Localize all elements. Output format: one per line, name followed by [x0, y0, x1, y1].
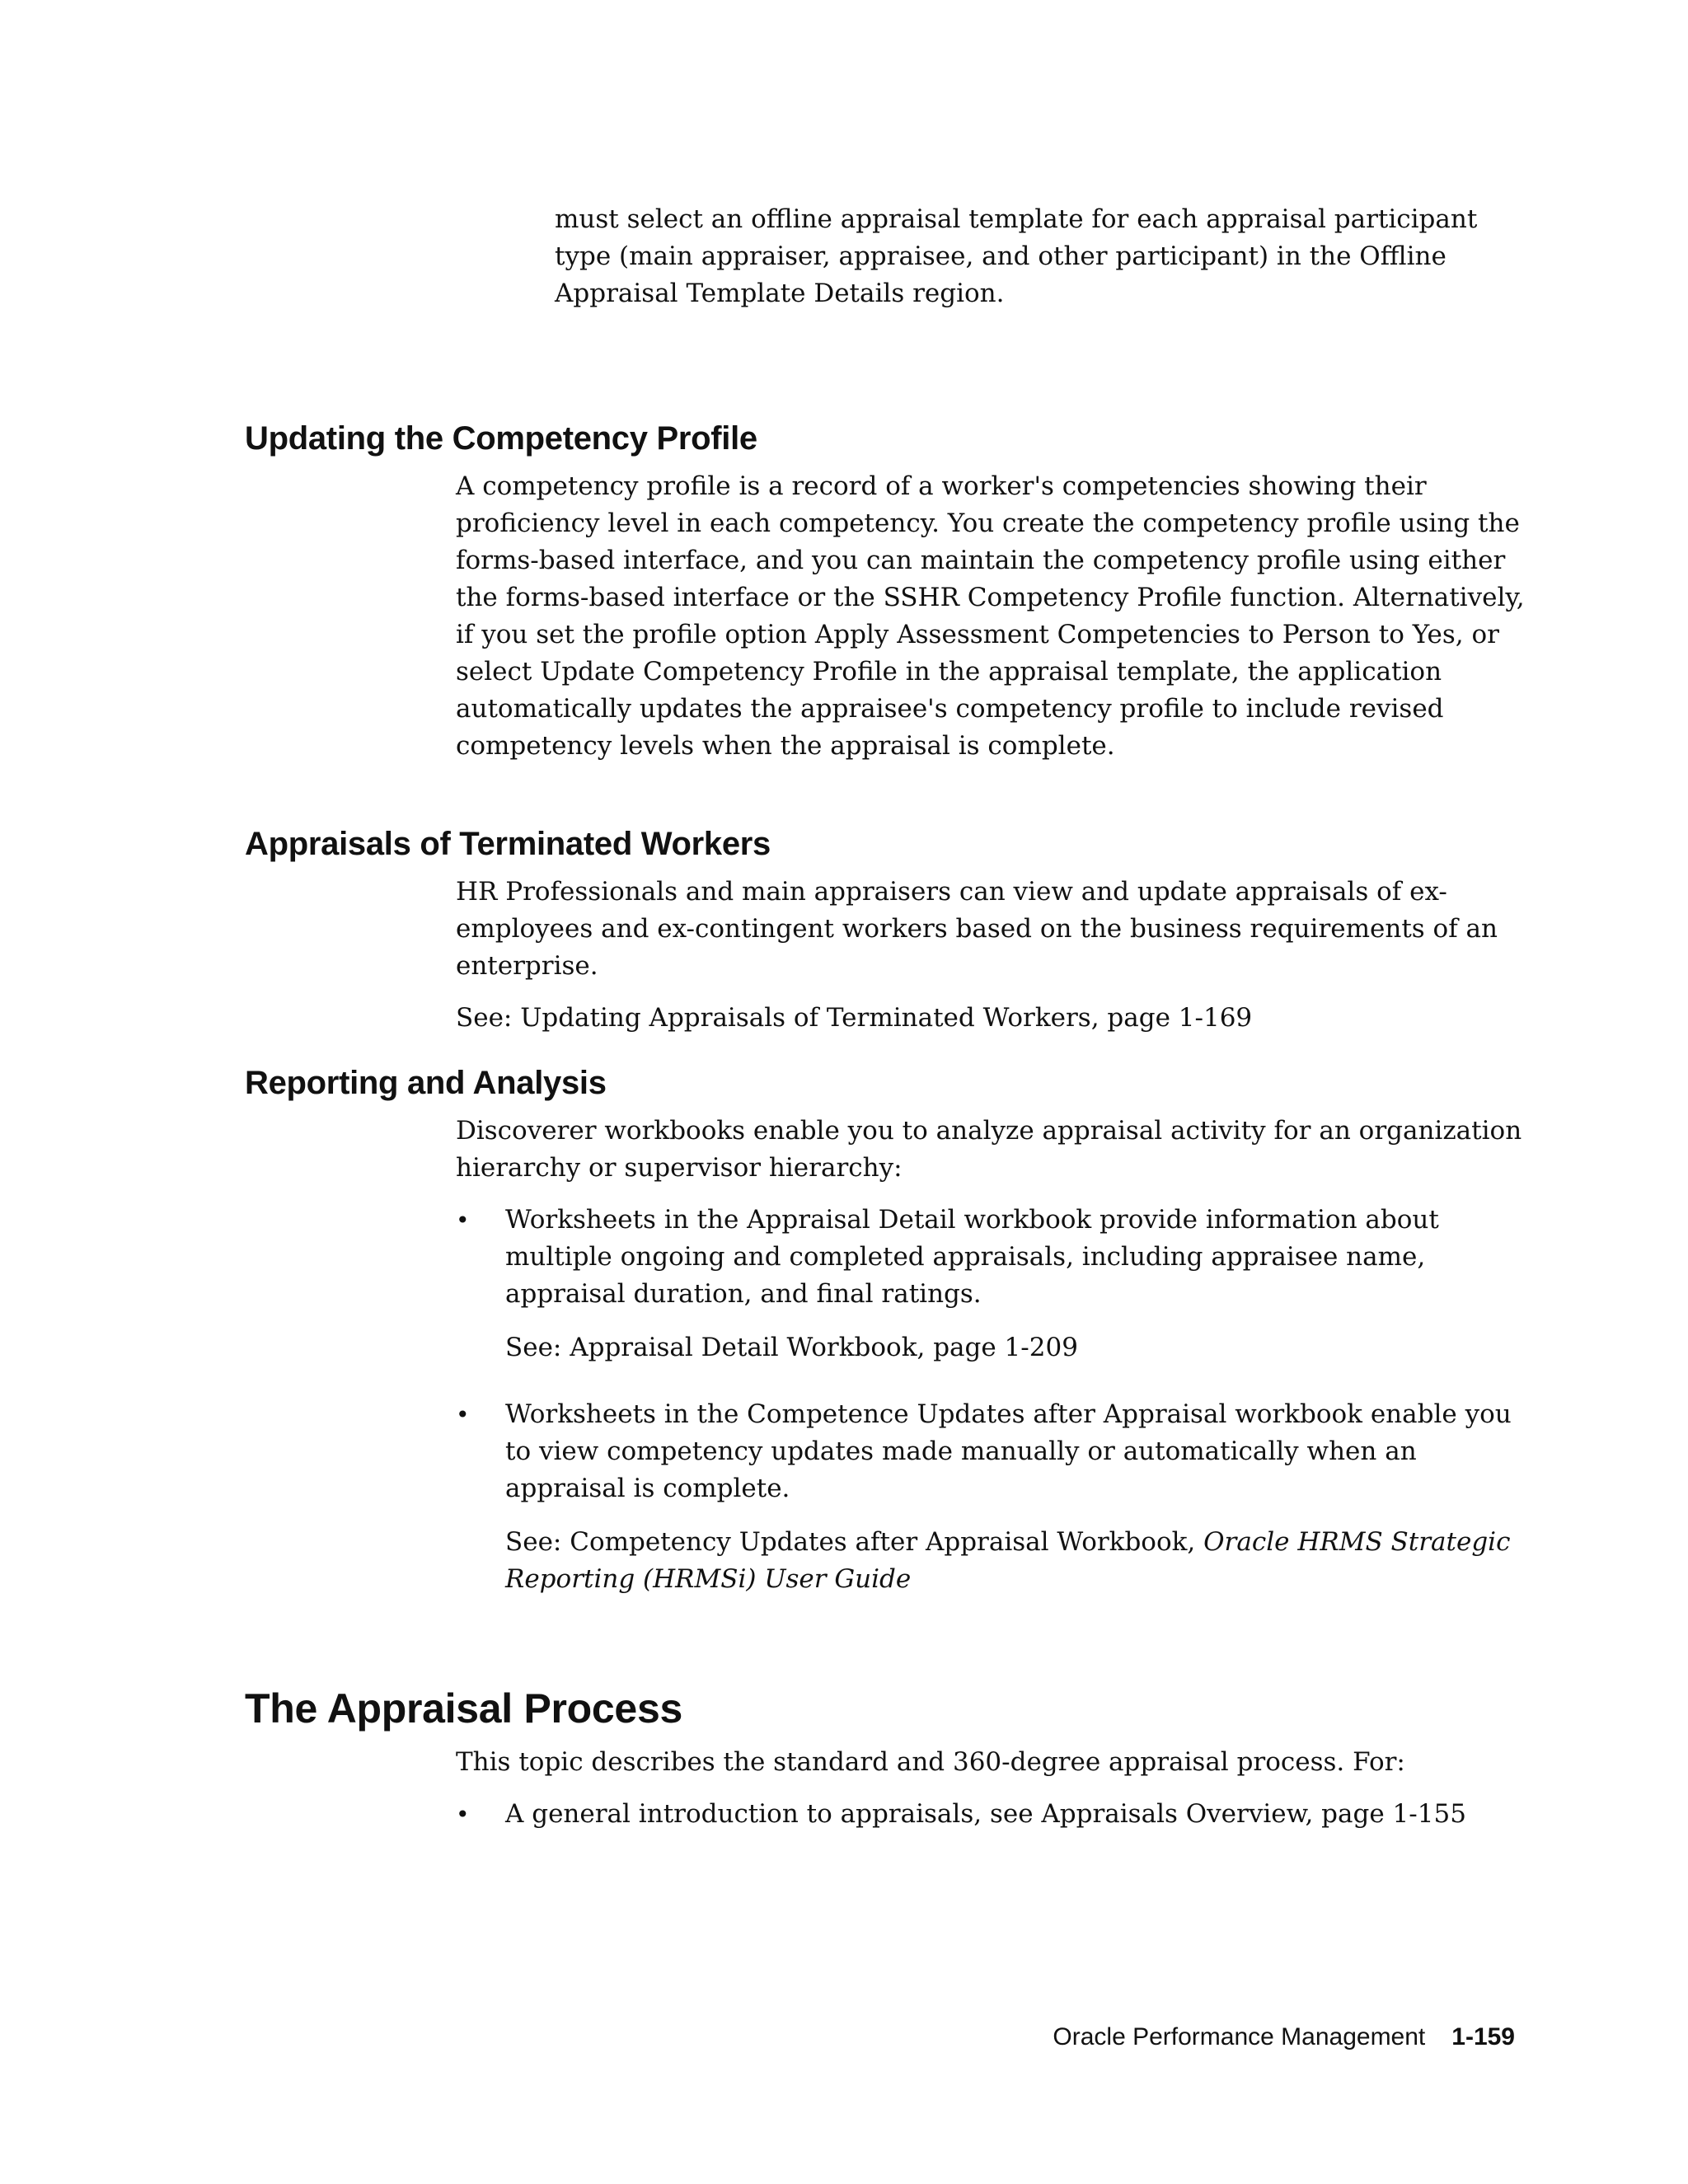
list-item [456, 1796, 1527, 1833]
see-reference-link[interactable]: See: Appraisal Detail Workbook, page 1-209 [505, 1333, 1078, 1362]
competency-paragraph: A competency profile is a record of a worker's competencies showing their proficiency level in each competency. You create the competency profile using the forms-based interface, and you can maintain the competency profile using either the forms-based interface or the SSHR Competency Profile function. Alternatively, if you set the profile option Apply Assessment Competencies to Person to Yes, or select Update Competency Profile in the appraisal template, the application automatically updates the appraisee's competency profile to include revised competency levels when the appraisal is complete. [456, 471, 1525, 761]
guide-title: Oracle HRMS Strategic Reporting (HRMSi) User Guide [505, 1527, 1511, 1594]
page-number: 1-159 [1451, 2023, 1515, 2050]
bullet-icon: • [456, 1207, 470, 1234]
list-item [456, 1202, 1527, 1366]
section-body [456, 1744, 1527, 1833]
terminated-paragraph: HR Professionals and main appraisers can view and update appraisals of ex-employees and ex-contingent workers based on the business requirements of an enterprise. [456, 877, 1498, 981]
section-updating-competency-profile [245, 417, 1531, 780]
major-heading: The Appraisal Process [245, 1685, 682, 1732]
list-item [456, 1396, 1527, 1598]
bullet-text-link[interactable]: A general introduction to appraisals, see Appraisals Overview, page 1-155 [505, 1799, 1466, 1829]
section-body [456, 1113, 1527, 1598]
section-heading: Updating the Competency Profile [245, 420, 757, 457]
bullet-text: Worksheets in the Competence Updates after Appraisal workbook enable you to view competency updates made manually or automatically when an appraisal is complete. [505, 1399, 1512, 1503]
section-heading: Appraisals of Terminated Workers [245, 826, 771, 862]
section-body [456, 874, 1527, 1037]
process-paragraph: This topic describes the standard and 360-degree appraisal process. For: [456, 1747, 1405, 1777]
bullet-icon: • [456, 1401, 470, 1428]
bullet-icon: • [456, 1801, 470, 1828]
section-body [456, 468, 1527, 765]
section-heading: Reporting and Analysis [245, 1065, 607, 1101]
intro-paragraph: must select an offline appraisal template for each appraisal participant type (main appraiser, appraisee, and other participant) in the Offline Appraisal Template Details region. [555, 204, 1478, 308]
process-bullet-list [456, 1796, 1527, 1833]
see-reference-link[interactable]: See: Competency Updates after Appraisal Workbook, [505, 1527, 1204, 1557]
page-footer [1053, 2021, 1515, 2054]
see-reference-link[interactable]: See: Updating Appraisals of Terminated Workers, page 1-169 [456, 1003, 1253, 1033]
reporting-paragraph: Discoverer workbooks enable you to analyze appraisal activity for an organization hierarchy or supervisor hierarchy: [456, 1116, 1522, 1183]
bullet-text: Worksheets in the Appraisal Detail workbook provide information about multiple ongoing and completed appraisals, including appraisee name, appraisal duration, and final ratings. [505, 1205, 1439, 1309]
reporting-bullet-list [456, 1202, 1527, 1598]
section-appraisals-terminated-workers [245, 823, 1531, 1052]
see-reference [505, 1524, 1527, 1598]
section-appraisal-process [245, 1683, 1531, 1863]
footer-title: Oracle Performance Management [1053, 2023, 1426, 2050]
section-reporting-analysis [245, 1062, 1531, 1628]
